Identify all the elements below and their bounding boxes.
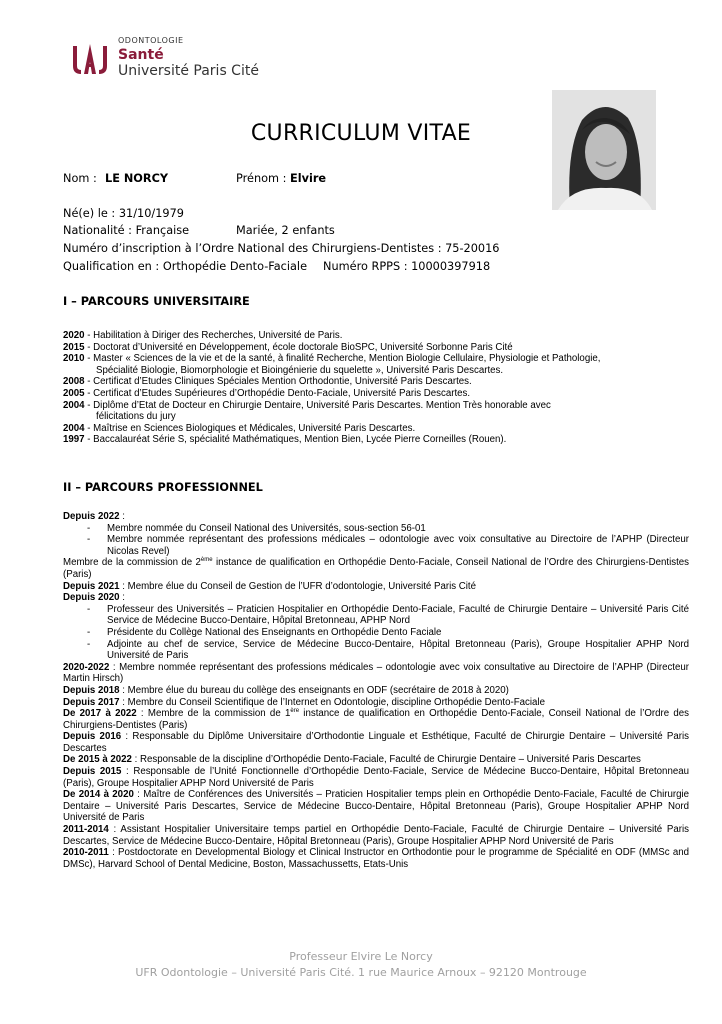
list-item: Depuis 2017 : Membre du Conseil Scientifique de l’Internet en Odontologie, discipline Orthopédie Dento-Faciale: [63, 696, 545, 708]
section-heading-professional: II – PARCOURS PROFESSIONNEL: [63, 481, 263, 494]
footer-name: Professeur Elvire Le Norcy: [289, 950, 433, 963]
list-item: De 2014 à 2020 : Maître de Conférences des Universités – Praticien Hospitalier temps plein en Orthopédie Dento-Faciale, Faculté de Chirurgie Dentaire – Université Paris Descartes, Service de Médecine Bucco-Dentaire, Hôpital Bretonneau (Paris), Groupe Hospitalier APHP Nord Université de Paris: [63, 789, 689, 824]
list-item: Depuis 2018 : Membre élue du bureau du collège des enseignants en ODF (secrétaire de 2018 à 2020): [63, 684, 509, 696]
nationality: Nationalité : Française: [63, 224, 190, 237]
list-item: 2004 - Diplôme d’Etat de Docteur en Chirurgie Dentaire, Université Paris Descartes. Mention Très honorable avec: [63, 399, 551, 411]
list-item: 2015 - Doctorat d’Université en Développement, école doctorale BioSPC, Université Sorbonne Paris Cité: [63, 341, 513, 353]
logo-university: Université Paris Cité: [118, 63, 259, 79]
nom-label: Nom :: [63, 172, 97, 185]
bullet-item: - Professeur des Universités – Praticien Hospitalier en Orthopédie Dento-Faciale, Faculté de Chirurgie Dentaire – Université Paris Cité Service de Médecine Bucco-Dentaire, Hôpital Bretonneau, APHP Nord: [87, 603, 689, 627]
university-list: [63, 330, 689, 446]
university-logo-icon: [69, 40, 111, 78]
birth-date: Né(e) le : 31/10/1979: [63, 207, 184, 220]
list-item: 1997 - Baccalauréat Série S, spécialité Mathématiques, Mention Bien, Lycée Pierre Corneilles (Rouen).: [63, 434, 507, 446]
bullet-item: - Membre nommée du Conseil National des Universités, sous-section 56-01: [87, 522, 426, 534]
nom-value: LE NORCY: [105, 172, 169, 185]
qualification: Qualification en : Orthopédie Dento-Faciale: [63, 260, 308, 273]
list-item: 2005 - Certificat d’Etudes Supérieures d’Orthopédie Dento-Faciale, Université Paris Descartes.: [63, 387, 471, 399]
rpps-number: Numéro RPPS : 10000397918: [323, 260, 491, 273]
list-item: Depuis 2022 :: [63, 511, 125, 522]
list-item: Membre de la commission de 2ème instance de qualification en Orthopédie Dento-Faciale, Conseil National de l’Ordre des Chirurgiens-Dentistes (Paris): [63, 557, 690, 580]
list-item: Depuis 2020 :: [63, 592, 125, 604]
list-item: Depuis 2021 : Membre élue du Conseil de Gestion de l’UFR d’odontologie, Université Paris Cité: [63, 580, 477, 592]
prenom-label: Prénom :: [236, 172, 287, 185]
bullet-item: - Présidente du Collège National des Enseignants en Orthopédie Dento Faciale: [87, 626, 442, 638]
ordre-number: Numéro d’inscription à l’Ordre National des Chirurgiens-Dentistes : 75-20016: [63, 242, 500, 255]
list-item-continuation: Spécialité Biologie, Biomorphologie et Bioingénierie du squelette », Université Paris Descartes.: [96, 364, 504, 376]
logo-odontologie: ODONTOLOGIE: [118, 36, 184, 45]
bullet-item: - Membre nommée représentant des professions médicales – odontologie avec voix consultative au Directoire de l’APHP (Directeur Nicolas Revel): [87, 534, 689, 557]
footer-address: UFR Odontologie – Université Paris Cité. 1 rue Maurice Arnoux – 92120 Montrouge: [135, 966, 587, 979]
marital-status: Mariée, 2 enfants: [236, 224, 335, 237]
list-item: Depuis 2016 : Responsable du Diplôme Universitaire d’Orthodontie Linguale et Esthétique, Faculté de Chirurgie Dentaire – Université Paris Descartes: [63, 731, 689, 754]
list-item: 2010-2011 : Postdoctorate en Developmental Biology et Clinical Instructor en Orthodontie pour le programme de Spécialité en ODF (MMSc and DMSc), Harvard School of Dental Medicine, Boston, Massachussetts, Etats-Unis: [63, 847, 689, 870]
list-item-continuation: félicitations du jury: [96, 411, 176, 423]
profile-photo: [552, 90, 656, 210]
bullet-item: - Adjointe au chef de service, Service de Médecine Bucco-Dentaire, Hôpital Bretonneau (Paris), Groupe Hospitalier APHP Nord Université de Paris: [87, 638, 689, 662]
list-item: 2011-2014 : Assistant Hospitalier Universitaire temps partiel en Orthopédie Dento-Faciale, Faculté de Chirurgie Dentaire – Université Paris Descartes, Service de Médecine Bucco-Dentaire, Hôpital Bretonneau (Paris), Groupe Hospitalier APHP Nord Université de Paris: [63, 824, 689, 847]
list-item: 2008 - Certificat d’Etudes Cliniques Spéciales Mention Orthodontie, Université Paris Descartes.: [63, 376, 472, 388]
list-item: 2004 - Maîtrise en Sciences Biologiques et Médicales, Université Paris Descartes.: [63, 422, 416, 434]
list-item: De 2017 à 2022 : Membre de la commission de 1ère instance de qualification en Orthopédie Dento-Faciale, Conseil National de l’Ordre des Chirurgiens-Dentistes (Paris): [63, 707, 689, 731]
list-item: 2010 - Master « Sciences de la vie et de la santé, à finalité Recherche, Mention Biologie Cellulaire, Physiologie et Pathologie,: [63, 353, 601, 365]
page-title: CURRICULUM VITAE: [250, 121, 472, 146]
section-heading-university: I – PARCOURS UNIVERSITAIRE: [63, 295, 250, 308]
list-item: Depuis 2015 : Responsable de l’Unité Fonctionnelle d’Orthopédie Dento-Faciale, Service de Médecine Bucco-Dentaire, Hôpital Bretonneau (Paris), Groupe Hospitalier APHP Nord Université de Paris: [63, 766, 689, 789]
professional-list: [63, 511, 689, 870]
list-item: 2020-2022 : Membre nommée représentant des professions médicales – odontologie avec voix consultative au Directoire de l’APHP (Directeur Martin Hirsch): [63, 661, 689, 685]
prenom-value: Elvire: [290, 172, 327, 185]
logo-sante: Santé: [118, 47, 164, 63]
list-item: 2020 - Habilitation à Diriger des Recherches, Université de Paris.: [63, 330, 343, 341]
list-item: De 2015 à 2022 : Responsable de la discipline d’Orthopédie Dento-Faciale, Faculté de Chirurgie Dentaire – Université Paris Descartes: [63, 754, 641, 766]
